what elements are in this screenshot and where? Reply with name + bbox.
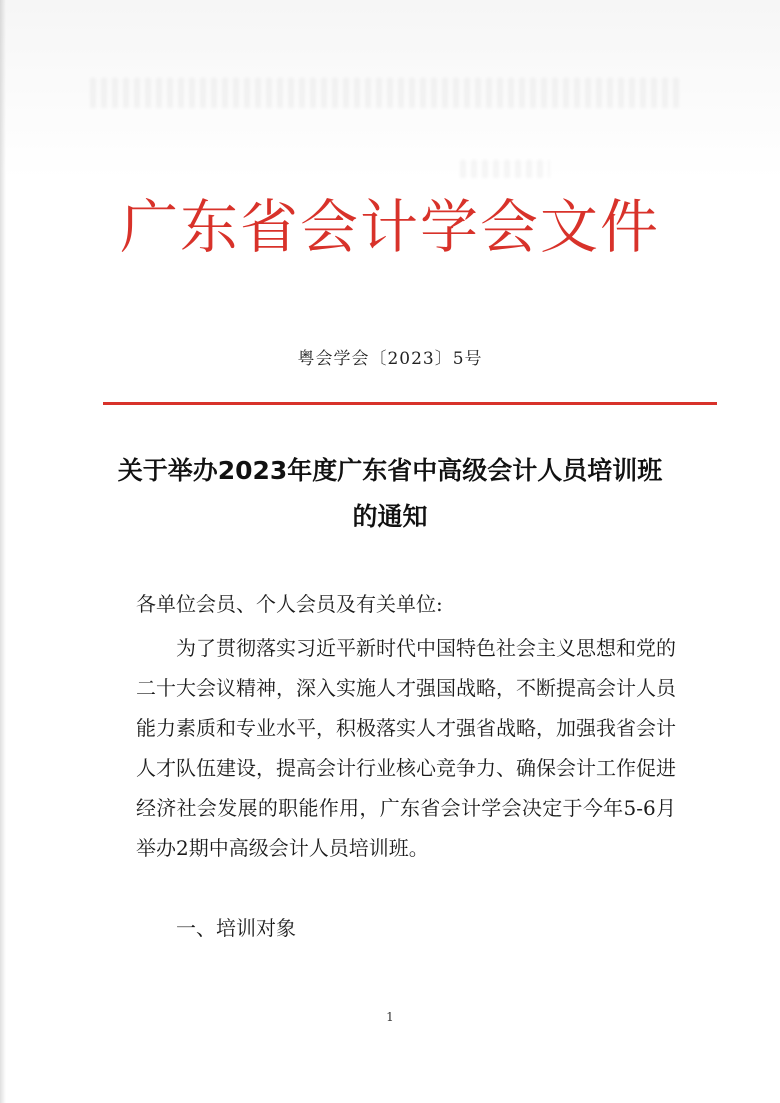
scan-bleed-through xyxy=(460,160,550,178)
notice-title: 关于举办2023年度广东省中高级会计人员培训班的通知 xyxy=(117,456,663,531)
document-masthead: 广东省会计学会文件 xyxy=(119,193,660,261)
body-paragraph: 为了贯彻落实习近平新时代中国特色社会主义思想和党的二十大会议精神，深入实施人才强国战略，不断提高会计人员能力素质和专业水平，积极落实人才强省战略，加强我省会计人才队伍建设，提高会计行业核心竞争力、确保会计工作促进经济社会发展的职能作用，广东省会计学会决定于今年5-6月举办2期中高级会计人员培训班。 xyxy=(136,636,676,860)
red-divider-line xyxy=(103,402,717,405)
salutation: 各单位会员、个人会员及有关单位: xyxy=(136,592,443,616)
section-heading: 一、培训对象 xyxy=(176,916,296,940)
scan-edge-shadow xyxy=(0,0,6,1103)
page-number: 1 xyxy=(386,1010,394,1024)
document-number: 粤会学会〔2023〕5号 xyxy=(297,349,483,369)
scan-bleed-through xyxy=(90,78,680,108)
